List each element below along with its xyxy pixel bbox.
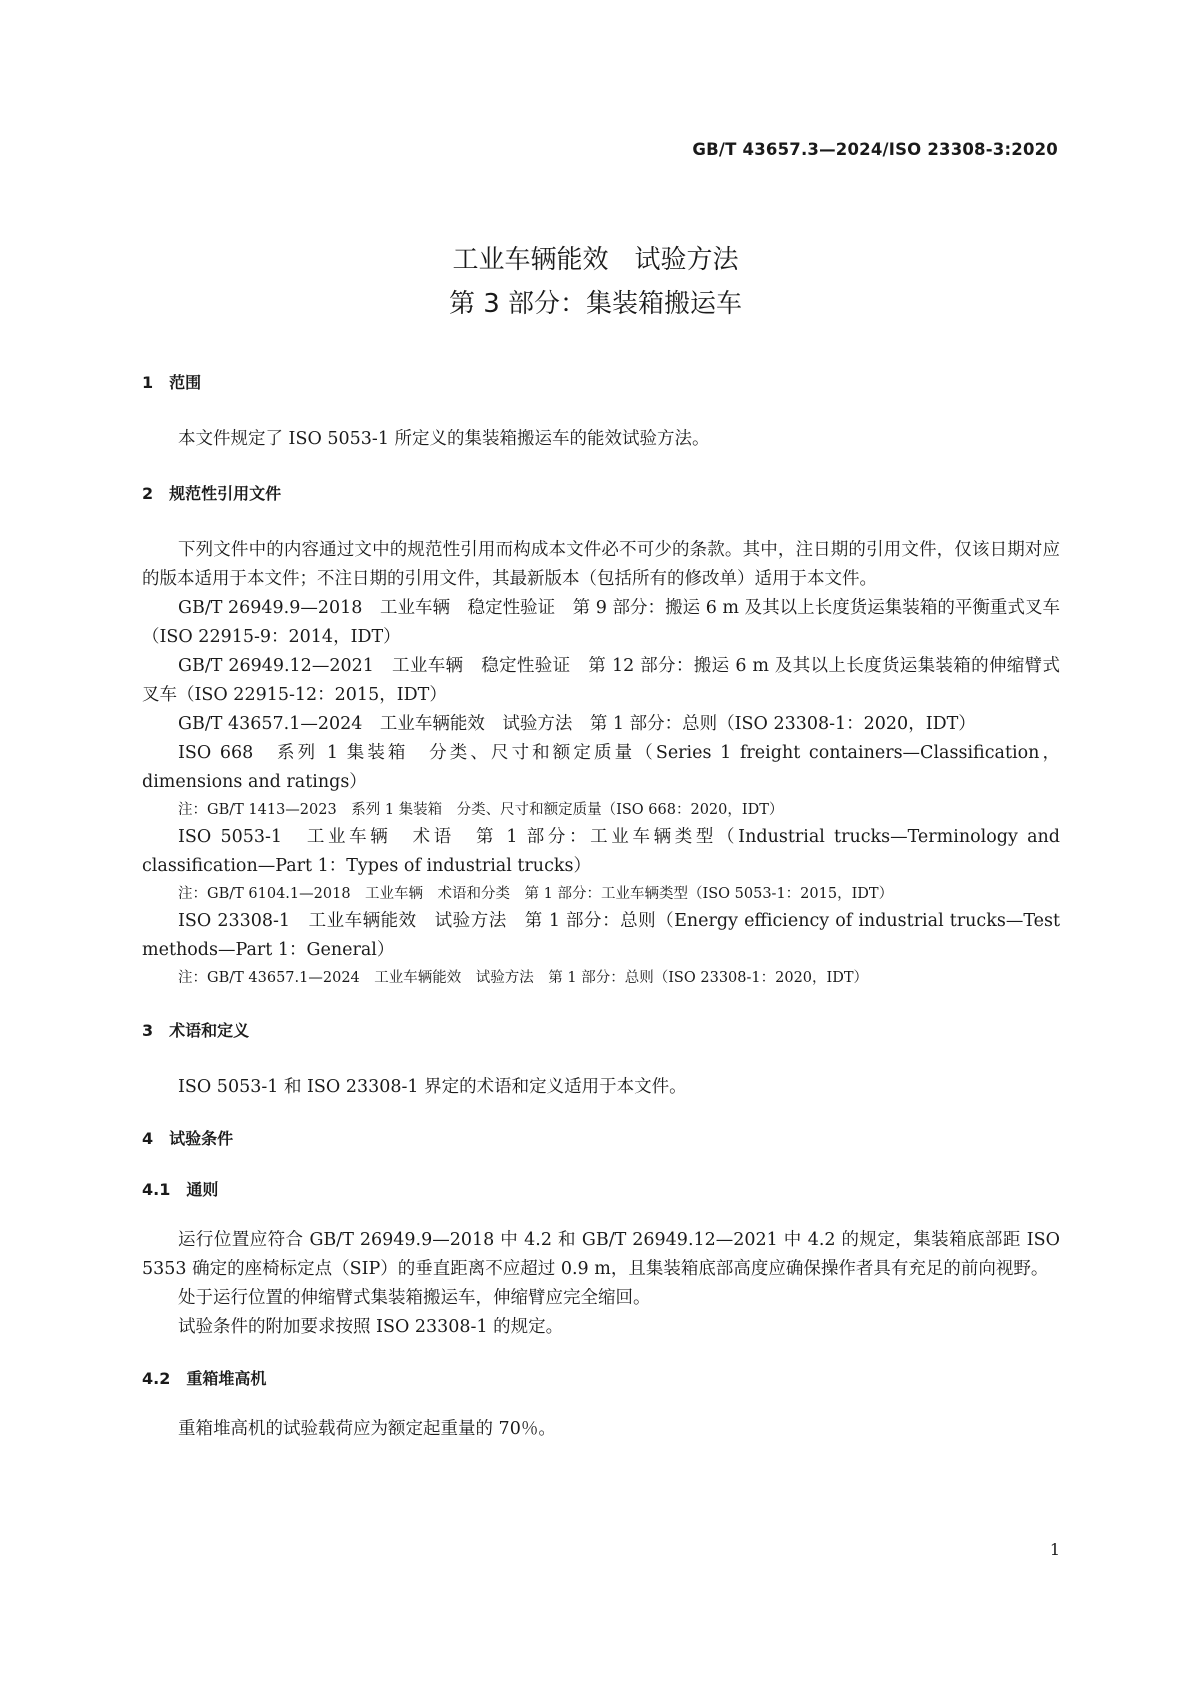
reference-note: 注：GB/T 6104.1—2018 工业车辆 术语和分类 第 1 部分：工业车辆类型（ISO 5053-1：2015，IDT）: [178, 886, 894, 902]
section-4-1-paragraph: 运行位置应符合 GB/T 26949.9—2018 中 4.2 和 GB/T 26949.12—2021 中 4.2 的规定，集装箱底部距 ISO 5353 确定的座椅标定点（SIP）的垂直距离不应超过 0.9 m，且集装箱底部高度应确保操作者具有充足的前向视野。: [142, 1230, 1060, 1279]
section-4-1-heading: 4.1 通则: [142, 1180, 219, 1199]
document-title: [0, 238, 1191, 326]
reference-note: 注：GB/T 43657.1—2024 工业车辆能效 试验方法 第 1 部分：总则（ISO 23308-1：2020，IDT）: [178, 970, 869, 986]
normative-reference: ISO 23308-1 工业车辆能效 试验方法 第 1 部分：总则（Energy efficiency of industrial trucks—Test methods—Part 1：General）: [142, 911, 1060, 960]
normative-reference: GB/T 43657.1—2024 工业车辆能效 试验方法 第 1 部分：总则（ISO 23308-1：2020，IDT）: [178, 714, 976, 734]
section-4-1-paragraph: 试验条件的附加要求按照 ISO 23308-1 的规定。: [178, 1317, 564, 1337]
section-4-1-paragraph: 处于运行位置的伸缩臂式集装箱搬运车，伸缩臂应完全缩回。: [178, 1288, 651, 1308]
title-line-2: 第 3 部分：集装箱搬运车: [448, 289, 743, 319]
section-4-2-text: 重箱堆高机的试验载荷应为额定起重量的 70％。: [178, 1419, 556, 1439]
page-number: 1: [1049, 1540, 1060, 1559]
normative-reference: GB/T 26949.9—2018 工业车辆 稳定性验证 第 9 部分：搬运 6 m 及其以上长度货运集装箱的平衡重式叉车（ISO 22915-9：2014，IDT）: [142, 598, 1060, 647]
reference-note: 注：GB/T 1413—2023 系列 1 集装箱 分类、尺寸和额定质量（ISO 668：2020，IDT）: [178, 802, 784, 818]
normative-reference: ISO 5053-1 工业车辆 术语 第 1 部分：工业车辆类型（Industrial trucks—Terminology and classification—Part 1：Types of industrial trucks）: [142, 827, 1060, 876]
normative-reference: ISO 668 系列 1 集装箱 分类、尺寸和额定质量（Series 1 freight containers—Classification，dimensions and ratings）: [142, 743, 1060, 792]
section-4-2-heading: 4.2 重箱堆高机: [142, 1369, 267, 1388]
section-2-intro: 下列文件中的内容通过文中的规范性引用而构成本文件必不可少的条款。其中，注日期的引用文件，仅该日期对应的版本适用于本文件；不注日期的引用文件，其最新版本（包括所有的修改单）适用于本文件。: [142, 540, 1060, 589]
section-4-heading: 4 试验条件: [142, 1129, 234, 1148]
document-body: [142, 368, 1060, 1444]
section-3-text: ISO 5053-1 和 ISO 23308-1 界定的术语和定义适用于本文件。: [178, 1077, 687, 1097]
section-1-text: 本文件规定了 ISO 5053-1 所定义的集装箱搬运车的能效试验方法。: [178, 429, 710, 449]
title-line-1: 工业车辆能效 试验方法: [452, 245, 739, 275]
section-2-heading: 2 规范性引用文件: [142, 484, 282, 503]
section-3-heading: 3 术语和定义: [142, 1021, 250, 1040]
section-1-heading: 1 范围: [142, 373, 202, 392]
standard-number: GB/T 43657.3—2024/ISO 23308-3:2020: [692, 140, 1058, 159]
normative-reference: GB/T 26949.12—2021 工业车辆 稳定性验证 第 12 部分：搬运 6 m 及其以上长度货运集装箱的伸缩臂式叉车（ISO 22915-12：2015，IDT）: [142, 656, 1060, 705]
